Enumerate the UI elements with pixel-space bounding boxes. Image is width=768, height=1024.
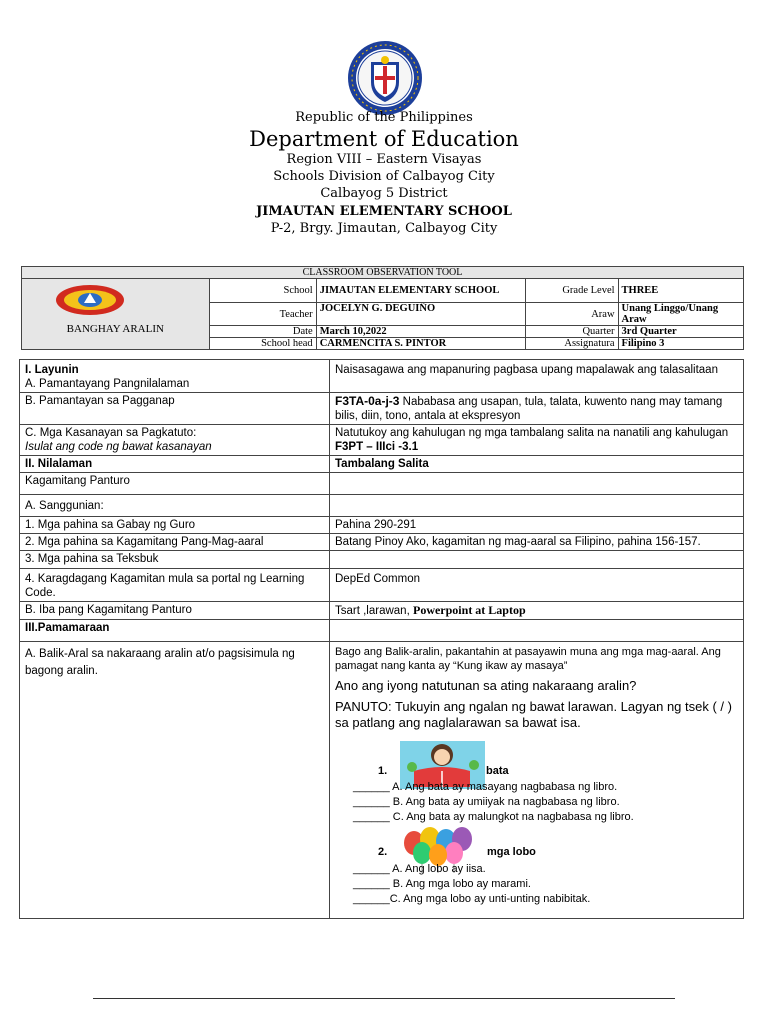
item1-choice-a: ______ A. Ang bata ay masayang nagbabasa ng libro. [353,781,618,793]
deped-seal-logo [347,40,423,116]
item2-word: mga lobo [487,846,536,858]
subject-value: Filipino 3 [618,338,743,350]
school-value: JIMAUTAN ELEMENTARY SCHOOL [316,279,525,303]
kagamitang-panturo-label: Kagamitang Panturo [20,473,330,495]
school-head-label: School head [209,338,316,350]
quarter-label: Quarter [525,326,618,338]
pamamaraan-heading: III.Pamamaraan [20,620,330,642]
lesson-plan-table [19,359,744,919]
panuto-text: PANUTO: Tukuyin ang ngalan ng bawat larawan. Lagyan ng tsek ( / ) sa patlang ang naglalarawan sa bawat isa. [335,699,732,730]
grade-level-label: Grade Level [525,279,618,303]
balik-aral-question: Ano ang iyong natutunan sa ating nakaraang aralin? [335,678,637,693]
item2-choice-b: ______ B. Ang mga lobo ay marami. [353,878,531,890]
school-head-value: CARMENCITA S. PINTOR [316,338,525,350]
school-label: School [209,279,316,303]
school-address: P-2, Brgy. Jimautan, Calbayog City [270,221,498,236]
nilalaman-value: Tambalang Salita [330,456,744,473]
pamantayan-sa-pagganap-label: B. Pamantayan sa Pagganap [20,393,330,425]
item1-word: bata [486,765,509,777]
quarter-value: 3rd Quarter [618,326,743,338]
item1-choice-b: ______ B. Ang bata ay umiiyak na nagbabasa ng libro. [353,796,620,808]
karagdagang-label: 4. Karagdagang Kagamitan mula sa portal ng Learning Code. [20,569,330,602]
karagdagang-value: DepEd Common [330,569,744,602]
item1-number: 1. [378,765,388,777]
teacher-value: JOCELYN G. DEGUIÑO [316,303,525,326]
nilalaman-heading: II. Nilalaman [20,456,330,473]
layunin-heading: I. Layunin [25,364,79,376]
republic-line: Republic of the Philippines [295,110,473,125]
teksbuk-label: 3. Mga pahina sa Teksbuk [20,551,330,569]
banghay-aralin-label: BANGHAY ARALIN [66,323,164,335]
observation-tool-title: CLASSROOM OBSERVATION TOOL [22,267,744,279]
date-label: Date [209,326,316,338]
department-title: Department of Education [249,127,519,151]
iba-pang-label: B. Iba pang Kagamitang Panturo [20,602,330,620]
kasanayan-label: C. Mga Kasanayan sa Pagkatuto: [25,427,197,439]
balik-aral-intro: Bago ang Balik-aralin, pakantahin at pasayawin muna ang mga mag-aaral. Ang pamagat nang kanta ay “Kung ikaw ay masaya” [335,646,721,672]
mag-aaral-label: 2. Mga pahina sa Kagamitang Pang-Mag-aaral [20,534,330,551]
kasanayan-value: Natutukoy ang kahulugan ng mga tambalang salita na nanatili ang kahulugan [335,427,729,439]
araw-value: Unang Linggo/Unang Araw [618,303,743,326]
pamantayan-code: F3TA-0a-j-3 [335,394,400,408]
araw-label: Araw [525,303,618,326]
date-value: March 10,2022 [316,326,525,338]
balik-aral-activity [335,645,738,917]
gabay-value: Pahina 290-291 [330,517,744,534]
teacher-label: Teacher [209,303,316,326]
footer-divider [93,998,675,999]
iba-pang-value: Tsart ,larawan, [335,605,413,617]
item2-number: 2. [378,846,388,858]
region-line: Region VIII – Eastern Visayas [286,152,482,167]
item2-choice-a: ______ A. Ang lobo ay iisa. [353,863,486,875]
item1-choice-c: ______ C. Ang bata ay malungkot na nagbabasa ng libro. [353,811,634,823]
division-line: Schools Division of Calbayog City [273,169,495,184]
kasanayan-code: F3PT – IIIci -3.1 [335,441,419,453]
school-name: JIMAUTAN ELEMENTARY SCHOOL [256,204,512,219]
pamantayang-pangnilalaman-value: Naisasagawa ang mapanuring pagbasa upang mapalawak ang talasalitaan [330,360,744,393]
pamantayang-pangnilalaman-label: A. Pamantayang Pangnilalaman [25,378,190,390]
district-line: Calbayog 5 District [320,186,448,201]
iba-pang-bold: Powerpoint at Laptop [412,603,526,617]
district-logo [54,283,126,317]
mag-aaral-value: Batang Pinoy Ako, kagamitan ng mag-aaral sa Filipino, pahina 156-157. [330,534,744,551]
sanggunian-label: A. Sanggunian: [20,495,330,517]
observation-tool-table [21,266,744,350]
kasanayan-note: Isulat ang code ng bawat kasanayan [25,441,212,453]
item2-choice-c: ______C. Ang mga lobo ay unti-unting nabibitak. [353,893,591,905]
balik-aral-label: A. Balik-Aral sa nakaraang aralin at/o pagsisimula ng bagong aralin. [20,642,330,919]
grade-level-value: THREE [618,279,743,303]
subject-label: Assignatura [525,338,618,350]
gabay-label: 1. Mga pahina sa Gabay ng Guro [20,517,330,534]
pamantayan-value: Nababasa ang usapan, tula, talata, kuwento nang may tamang bilis, diin, tono, antala at ekspresyon [335,396,723,422]
